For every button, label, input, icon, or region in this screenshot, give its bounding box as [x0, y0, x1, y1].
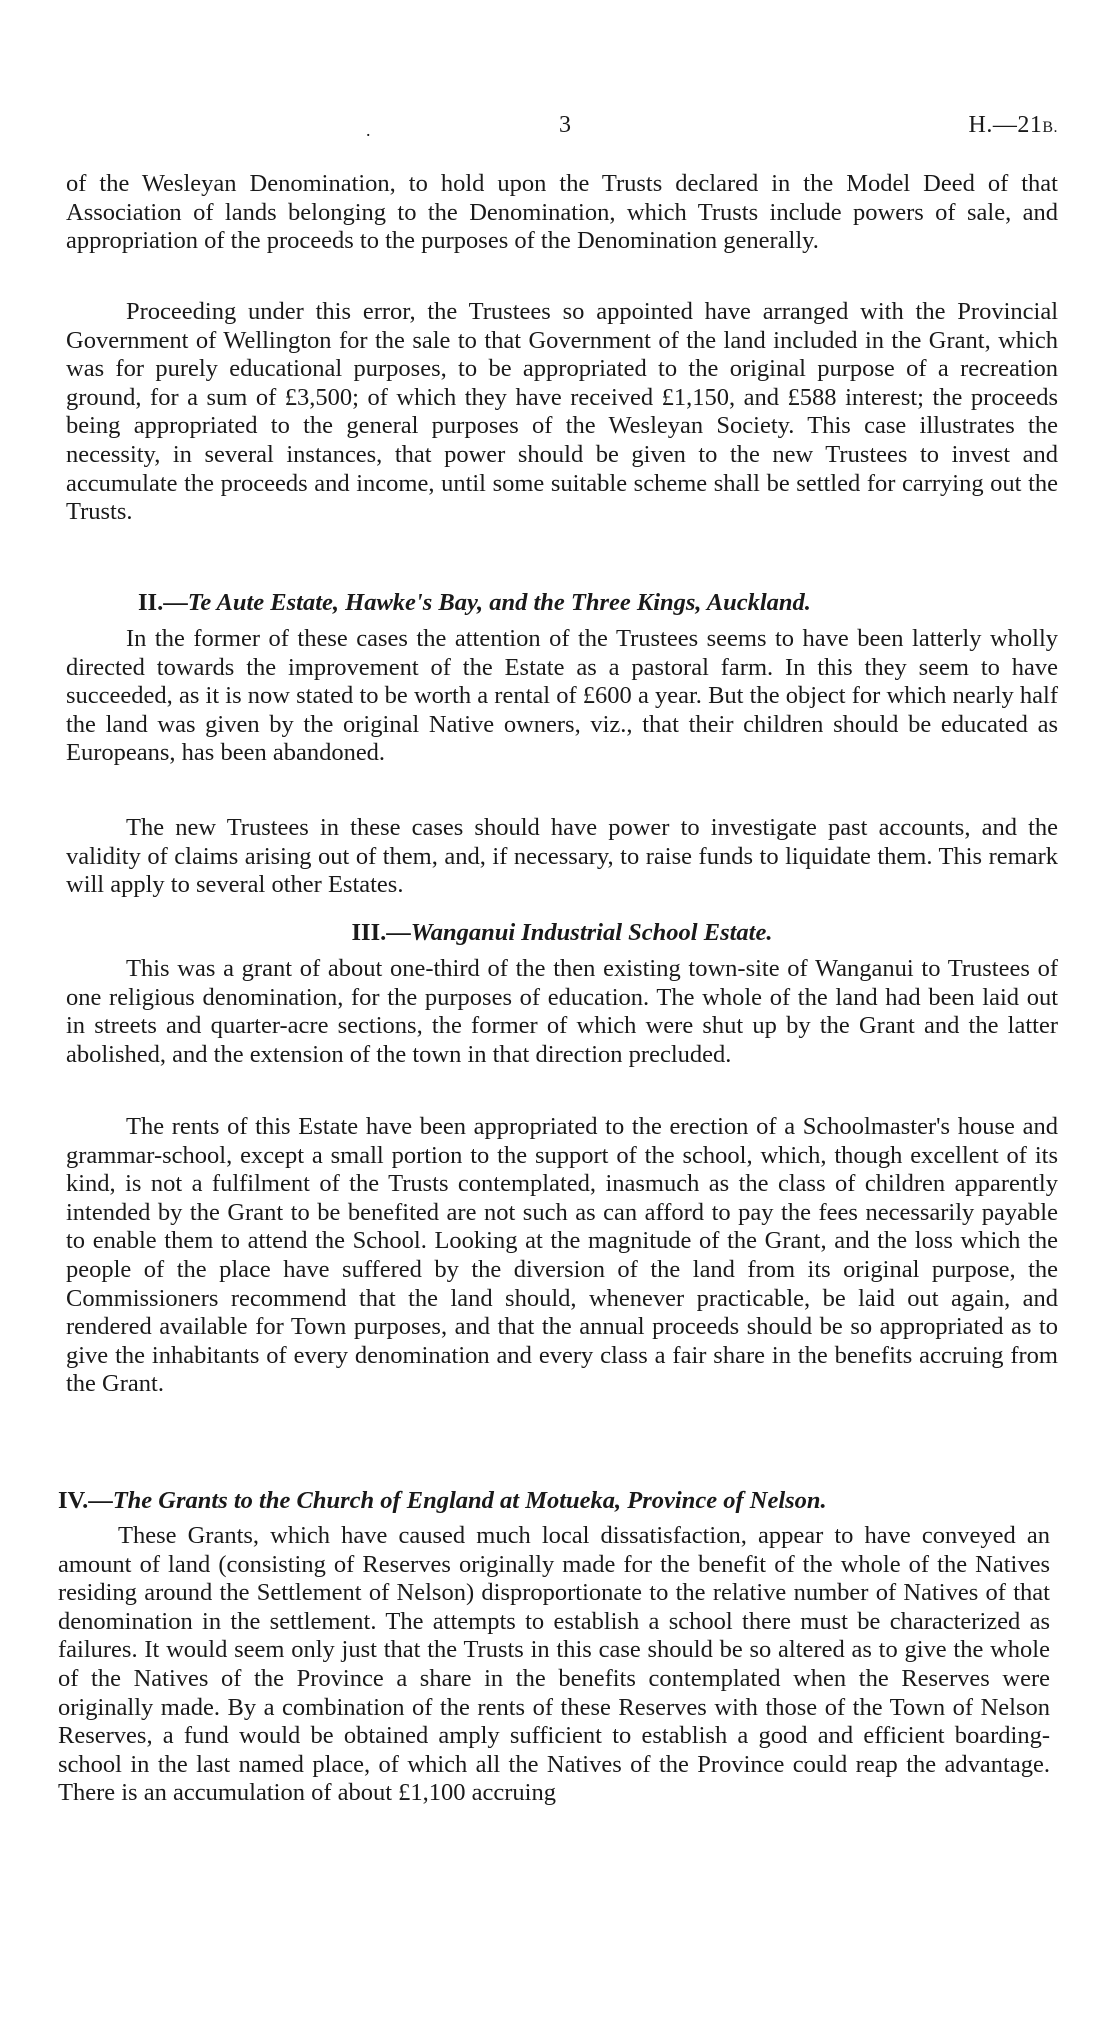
page-header	[66, 112, 1058, 142]
section-title: Wanganui Industrial School Estate.	[410, 919, 773, 946]
reference-main: H.—21	[968, 112, 1043, 138]
section-heading-ii	[66, 588, 1058, 618]
section-title: Te Aute Estate, Hawke's Bay, and the Three Kings, Auckland.	[187, 589, 811, 616]
section-number: IV.—	[58, 1487, 113, 1514]
page-number: 3	[559, 112, 571, 138]
stray-mark: .	[366, 120, 371, 140]
section-ii-paragraph-2: The new Trustees in these cases should have power to investigate past accounts, and the validity of claims arising out of them, and, if necessary, to raise funds to liquidate them. This remark will apply to several other Estates.	[66, 814, 1058, 899]
section-ii-paragraph-1: In the former of these cases the attention of the Trustees seems to have been latterly wholly directed towards the improvement of the Estate as a pastoral farm. In this they seem to have succeeded, as it is now stated to be worth a rental of £600 a year. But the object for which nearly half the land was given by the original Native owners, viz., that their children should be educated as Europeans, has been abandoned.	[66, 625, 1058, 767]
paragraph-continuation: of the Wesleyan Denomination, to hold upon the Trusts declared in the Model Deed of that Association of lands belonging to the Denomination, which Trusts include powers of sale, and appropriation of the proceeds to the purposes of the Denomination generally.	[66, 170, 1058, 255]
section-iii-paragraph-2: The rents of this Estate have been appropriated to the erection of a Schoolmaster's house and grammar-school, except a small portion to the support of the school, which, though excellent of its kind, is not a fulfilment of the Trusts contemplated, inasmuch as the class of children apparently intended by the Grant to be benefited are not such as can afford to pay the fees necessarily payable to enable them to attend the School. Looking at the magnitude of the Grant, and the loss which the people of the place have suffered by the diversion of the land from its original purpose, the Commissioners recommend that the land should, whenever practicable, be laid out again, and rendered available for Town purposes, and that the annual proceeds should be so appropriated as to give the inhabitants of every denomination and every class a fair share in the benefits accruing from the Grant.	[66, 1113, 1058, 1398]
reference-suffix: B.	[1042, 119, 1058, 136]
section-iv-paragraph-1: These Grants, which have caused much local dissatisfaction, appear to have conveyed an amount of land (consisting of Reserves originally made for the benefit of the whole of the Natives residing around the Settlement of Nelson) disproportionate to the relative number of Natives of that denomination in the settlement. The attempts to establish a school there must be characterized as failures. It would seem only just that the Trusts in this case should be so altered as to give the whole of the Natives of the Province a share in the benefits contemplated when the Reserves were originally made. By a combination of the rents of these Reserves with those of the Town of Nelson Reserves, a fund would be obtained amply sufficient to establish a good and efficient boarding-school in the last named place, of which all the Natives of the Province could reap the advantage. There is an accumulation of about £1,100 accruing	[58, 1522, 1050, 1807]
section-iii-paragraph-1: This was a grant of about one-third of the then existing town-site of Wanganui to Trustees of one religious denomination, for the purposes of education. The whole of the land had been laid out in streets and quarter-acre sections, the former of which were shut up by the Grant and the latter abolished, and the extension of the town in that direction precluded.	[66, 955, 1058, 1068]
section-number: II.—	[138, 589, 188, 616]
section-number: III.—	[351, 919, 411, 946]
paragraph-proceeding: Proceeding under this error, the Trustees so appointed have arranged with the Provincial Government of Wellington for the sale to that Government of the land included in the Grant, which was for purely educational purposes, to be appropriated to the original purpose of a recreation ground, for a sum of £3,500; of which they have received £1,150, and £588 interest; the proceeds being appropriated to the general purposes of the Wesleyan Society. This case illustrates the necessity, in several instances, that power should be given to the new Trustees to invest and accumulate the proceeds and income, until some suitable scheme shall be settled for carrying out the Trusts.	[66, 298, 1058, 526]
section-heading-iv	[58, 1486, 1050, 1516]
section-heading-iii	[66, 918, 1058, 948]
section-title: The Grants to the Church of England at Motueka, Province of Nelson.	[112, 1487, 827, 1514]
document-reference	[968, 112, 1058, 139]
